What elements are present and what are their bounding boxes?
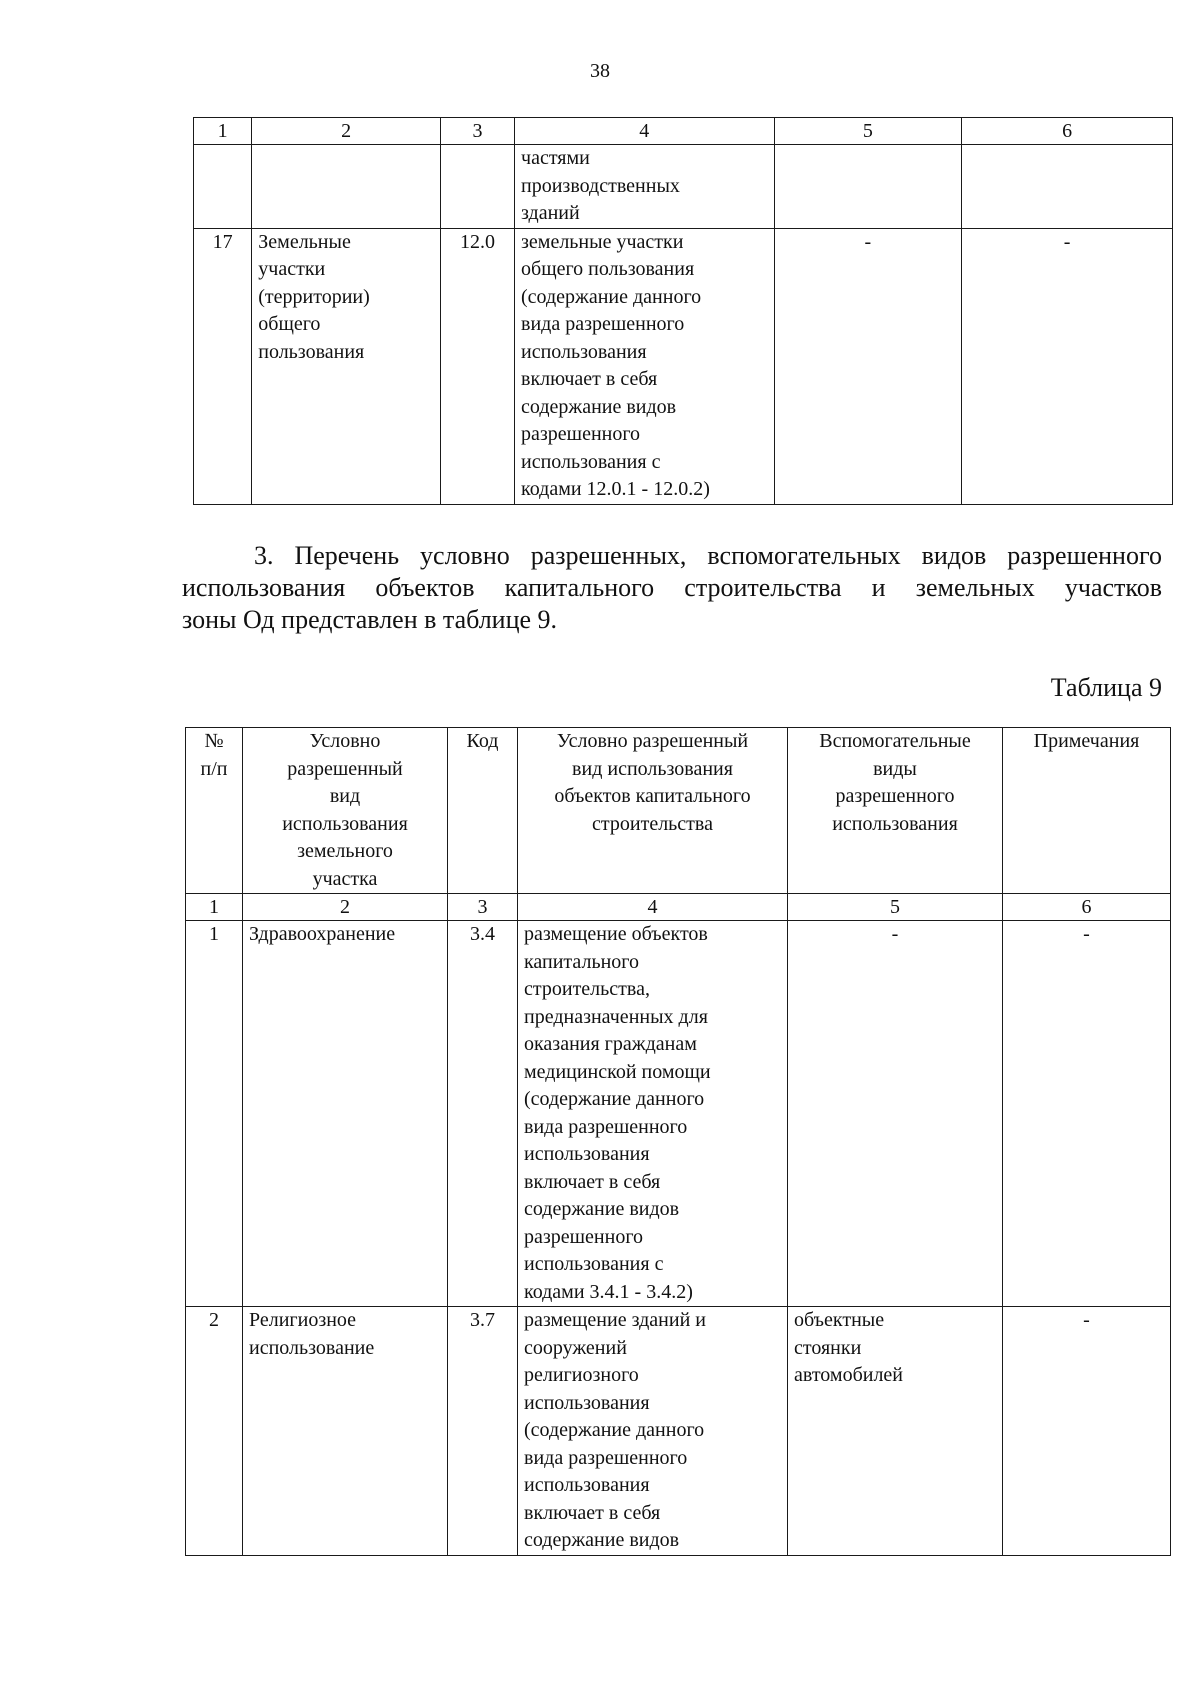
column-number: 4 <box>518 894 788 921</box>
header-auxiliary <box>788 728 1003 894</box>
column-number: 3 <box>448 894 518 921</box>
description-line: строительства, <box>524 978 650 1000</box>
description-line: включает в себя <box>524 1501 661 1524</box>
header-line: Вспомогательные <box>819 730 971 752</box>
description-line: религиозного <box>524 1364 639 1386</box>
description-line: сооружений <box>524 1336 627 1359</box>
column-number: 3 <box>440 118 514 145</box>
paragraph-line: 3. Перечень условно разрешенных, вспомогательных видов разрешенного <box>254 541 1162 570</box>
description-line: использования <box>524 1474 650 1496</box>
paragraph-line: зоны Од представлен в таблице 9. <box>182 605 558 634</box>
header-line: вид использования <box>572 757 733 780</box>
name-line: общего <box>258 313 321 335</box>
header-line: разрешенного <box>835 785 955 807</box>
table-cell-empty <box>194 145 252 229</box>
description-line: оказания гражданам <box>524 1033 697 1055</box>
header-line: строительства <box>592 812 713 835</box>
land-use-name-cell <box>243 1307 448 1556</box>
description-line: земельные участки <box>521 230 684 253</box>
name-line: участки <box>258 258 326 280</box>
description-line: использования с <box>521 450 661 473</box>
header-notes: Примечания <box>1003 728 1171 894</box>
row-number: 17 <box>194 228 252 504</box>
header-line: № <box>204 730 224 752</box>
description-cell <box>515 145 775 229</box>
description-line: разрешенного <box>521 423 641 445</box>
description-line: содержание видов <box>521 395 677 418</box>
description-line: размещение объектов <box>524 923 708 945</box>
description-line: общего пользования <box>521 258 695 280</box>
description-line: использования <box>524 1391 650 1414</box>
description-line: использования <box>524 1143 650 1165</box>
code-cell: 12.0 <box>440 228 514 504</box>
header-line: Условно разрешенный <box>556 730 749 752</box>
description-line: вида разрешенного <box>521 313 685 335</box>
column-number: 5 <box>774 118 962 145</box>
description-cell <box>515 228 775 504</box>
name-line: Земельные <box>258 230 351 253</box>
row-number: 1 <box>186 921 243 1307</box>
column-number: 1 <box>194 118 252 145</box>
auxiliary-line: - <box>891 923 899 945</box>
page-number: 38 <box>590 60 610 82</box>
table-cell-empty <box>774 145 962 229</box>
table-row <box>186 1307 1171 1556</box>
description-line: вида разрешенного <box>524 1115 688 1138</box>
column-number: 5 <box>788 894 1003 921</box>
table-cell-empty <box>252 145 441 229</box>
code-cell: 3.7 <box>448 1307 518 1556</box>
description-line: медицинской помощи <box>524 1060 711 1083</box>
header-line: вид <box>329 785 361 807</box>
description-line: разрешенного <box>524 1225 644 1248</box>
name-line: Здравоохранение <box>249 923 396 945</box>
header-line: объектов капитального <box>554 785 751 807</box>
description-line: использования с <box>524 1253 664 1275</box>
column-number: 2 <box>243 894 448 921</box>
column-numbers-row <box>194 118 1173 145</box>
description-line: использования <box>521 340 647 363</box>
description-line: зданий <box>521 202 580 224</box>
description-line: кодами 3.4.1 - 3.4.2) <box>524 1280 693 1303</box>
auxiliary-line: стоянки <box>794 1336 862 1359</box>
header-line: участка <box>312 867 378 890</box>
description-line: включает в себя <box>521 368 658 390</box>
auxiliary-cell <box>788 921 1003 1307</box>
notes-cell: - <box>1003 921 1171 1307</box>
land-use-table-continued <box>193 117 1173 505</box>
header-line: земельного <box>297 840 393 862</box>
header-code: Код <box>448 728 518 894</box>
column-number: 6 <box>962 118 1173 145</box>
land-use-name-cell <box>252 228 441 504</box>
auxiliary-line: объектные <box>794 1309 885 1331</box>
name-line: пользования <box>258 340 365 363</box>
notes-cell: - <box>962 228 1173 504</box>
row-number: 2 <box>186 1307 243 1556</box>
table-9 <box>185 727 1171 1556</box>
notes-cell: - <box>1003 1307 1171 1556</box>
header-line: использования <box>832 812 958 835</box>
description-line: содержание видов <box>524 1529 680 1551</box>
header-line: Условно <box>309 730 381 752</box>
auxiliary-line: автомобилей <box>794 1364 904 1386</box>
paragraph-line: использования объектов капитального строительства и земельных участков <box>182 573 1162 602</box>
description-cell <box>518 1307 788 1556</box>
land-use-name-cell <box>243 921 448 1307</box>
table-cell-empty <box>962 145 1173 229</box>
name-line: использование <box>249 1336 375 1359</box>
column-number: 4 <box>515 118 775 145</box>
description-line: кодами 12.0.1 - 12.0.2) <box>521 478 710 500</box>
description-line: капитального <box>524 950 639 973</box>
description-line: содержание видов <box>524 1198 680 1220</box>
name-line: Религиозное <box>249 1309 357 1331</box>
table-caption: Таблица 9 <box>1050 673 1162 702</box>
header-line: виды <box>873 757 917 780</box>
table-cell-empty <box>440 145 514 229</box>
description-line: предназначенных для <box>524 1005 708 1028</box>
description-line: вида разрешенного <box>524 1446 688 1469</box>
table-header-row <box>186 728 1171 894</box>
header-line: разрешенный <box>287 757 403 780</box>
description-line: размещение зданий и <box>524 1309 706 1331</box>
table-row-17 <box>194 228 1173 504</box>
description-line: (содержание данного <box>524 1419 705 1441</box>
column-number: 2 <box>252 118 441 145</box>
description-line: (содержание данного <box>521 285 702 308</box>
header-land-use <box>243 728 448 894</box>
section-paragraph <box>182 540 1162 636</box>
description-line: производственных <box>521 174 680 197</box>
header-capital-use <box>518 728 788 894</box>
description-line: включает в себя <box>524 1170 661 1193</box>
table-row <box>186 921 1171 1307</box>
table-row-continuation <box>194 145 1173 229</box>
auxiliary-cell: - <box>774 228 962 504</box>
code-cell: 3.4 <box>448 921 518 1307</box>
description-cell <box>518 921 788 1307</box>
header-number <box>186 728 243 894</box>
header-line: п/п <box>200 757 228 780</box>
description-line: (содержание данного <box>524 1088 705 1110</box>
auxiliary-cell <box>788 1307 1003 1556</box>
name-line: (территории) <box>258 285 370 308</box>
header-line: использования <box>282 812 408 835</box>
description-line: частями <box>521 147 590 169</box>
column-number: 1 <box>186 894 243 921</box>
column-number: 6 <box>1003 894 1171 921</box>
column-numbers-row <box>186 894 1171 921</box>
